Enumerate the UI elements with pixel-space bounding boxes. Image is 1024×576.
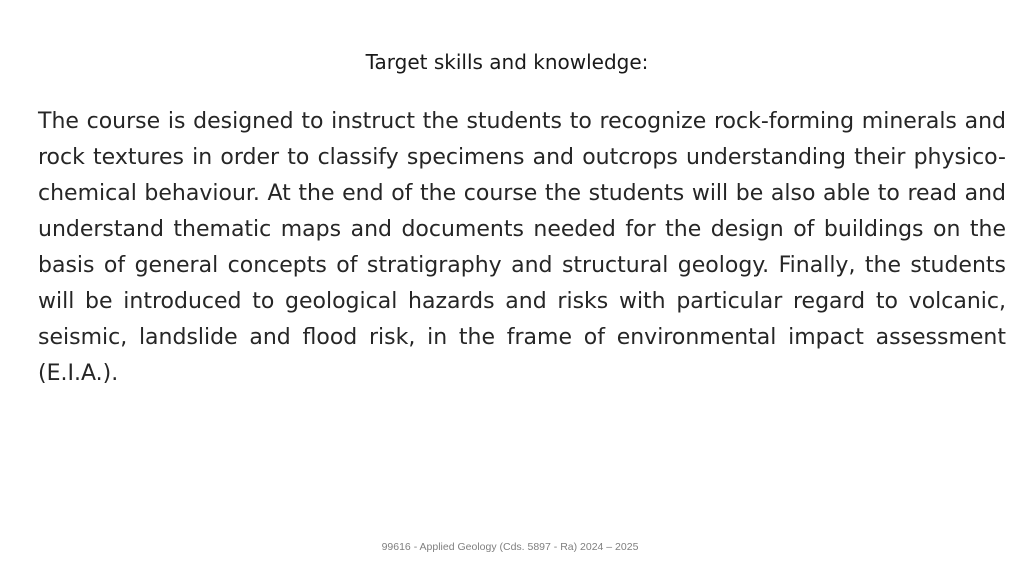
course-description: The course is designed to instruct the students to recognize rock-forming minerals and rock textures in order to classify specimens and outcrops understanding their physico-chemical behaviour. At the end of the course the students will be also able to read and understand thematic maps and documents needed for the design of buildings on the basis of general concepts of stratigraphy and structural geology. Finally, the students will be introduced to geological hazards and risks with particular regard to volcanic, seismic, landslide and flood risk, in the frame of environmental impact assessment (E.I.A.). [38,109,1006,386]
slide-heading: Target skills and knowledge: [365,50,649,74]
slide-footer: 99616 - Applied Geology (Cds. 5897 - Ra) 2024 – 2025 [381,541,639,553]
